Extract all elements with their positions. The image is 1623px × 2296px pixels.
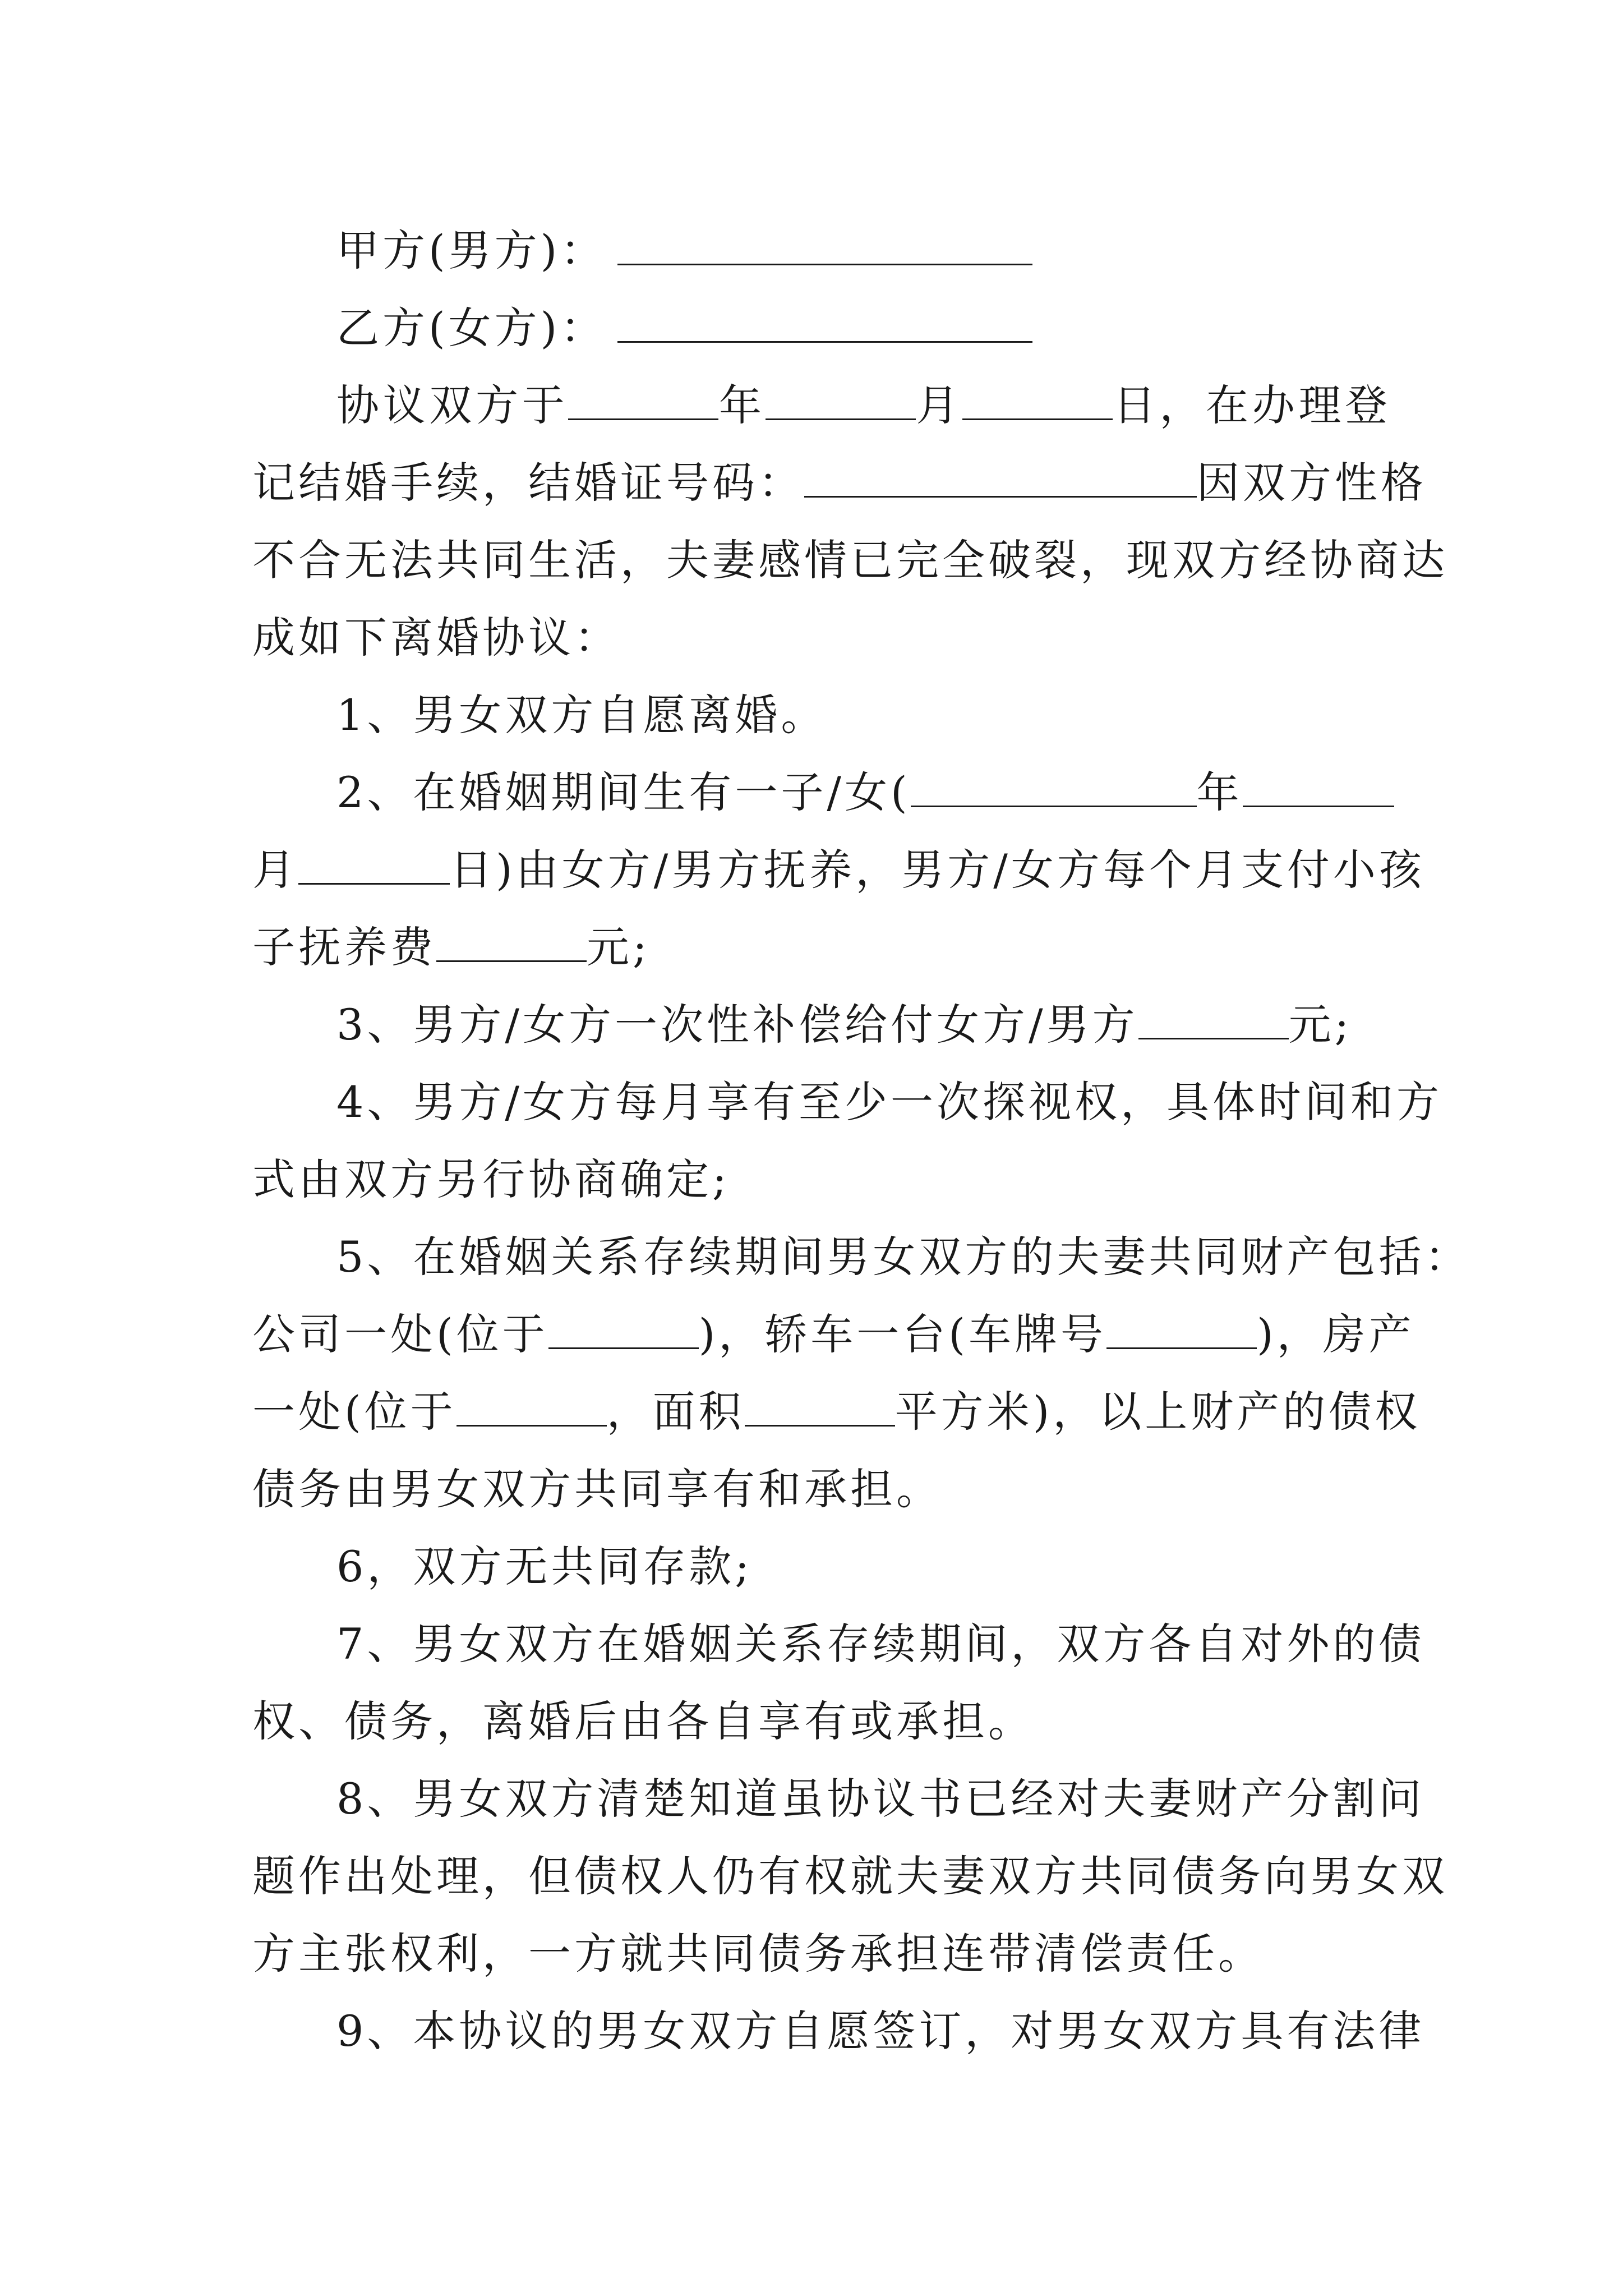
intro-text: 协议双方于 <box>336 380 569 430</box>
item-5-line-4: 债务由男女双方共同享有和承担。 <box>252 1464 942 1514</box>
item-4-line-2: 式由双方另行协商确定; <box>252 1154 730 1204</box>
party-b-label: 乙方(女方)： <box>336 303 607 353</box>
party-b-blank[interactable] <box>617 302 1032 343</box>
item-text: 3、男方/女方一次性补偿给付女方/男方 <box>336 1000 1138 1050</box>
intro-line-2 <box>252 444 1427 522</box>
item-text: 元; <box>1288 1000 1353 1050</box>
child-support-amount-blank[interactable] <box>436 921 587 962</box>
item-text: 月 <box>252 845 298 895</box>
item-4-line-1: 4、男方/女方每月享有至少一次探视权，具体时间和方 <box>336 1077 1442 1127</box>
item-text: 日)由女方/男方抚养，男方/女方每个月支付小孩 <box>450 845 1425 895</box>
plate-number-blank[interactable] <box>1106 1308 1257 1349</box>
item-text: 2、在婚姻期间生有一子/女( <box>336 767 911 817</box>
item-8-line-1: 8、男女双方清楚知道虽协议书已经对夫妻财产分割问 <box>336 1774 1425 1824</box>
child-birth-month-blank[interactable] <box>1243 766 1394 807</box>
company-location-blank[interactable] <box>548 1308 699 1349</box>
item-3 <box>252 986 1391 1064</box>
party-a-line <box>252 212 1391 289</box>
intro-line-4: 成如下离婚协议： <box>252 613 620 662</box>
item-5-line-1: 5、在婚姻关系存续期间男女双方的夫妻共同财产包括： <box>336 1232 1471 1282</box>
item-6: 6，双方无共同存款; <box>336 1542 753 1591</box>
house-area-blank[interactable] <box>745 1386 895 1427</box>
item-2-line-2 <box>252 831 1425 909</box>
item-text: 一处(位于 <box>252 1387 457 1437</box>
item-8-line-2: 题作出处理，但债权人仍有权就夫妻双方共同债务向男女双 <box>252 1851 1448 1901</box>
item-text: 公司一处(位于 <box>252 1309 548 1359</box>
item-2-line-3 <box>252 909 1391 986</box>
item-8-line-3: 方主张权利，一方就共同债务承担连带清偿责任。 <box>252 1929 1264 1978</box>
intro-text: 年 <box>718 380 766 430</box>
item-text: 元; <box>587 922 651 972</box>
item-1: 1、男女双方自愿离婚。 <box>336 690 827 740</box>
agreement-document <box>252 212 1471 2070</box>
intro-text: 日，在办理登 <box>1113 380 1391 430</box>
item-2-line-1 <box>252 754 1391 831</box>
item-text: 平方米)，以上财产的债权 <box>895 1387 1421 1437</box>
item-text: )，房产 <box>1256 1309 1415 1359</box>
house-location-blank[interactable] <box>457 1386 607 1427</box>
intro-text: 月 <box>915 380 963 430</box>
child-birth-year-blank[interactable] <box>911 766 1197 807</box>
item-7-line-2: 权、债务，离婚后由各自享有或承担。 <box>252 1696 1034 1746</box>
intro-text: 记结婚手续，结婚证号码： <box>252 458 804 508</box>
item-9-line-1: 9、本协议的男女双方自愿签订，对男女双方具有法律 <box>336 2006 1425 2056</box>
item-5-line-2 <box>252 1296 1415 1373</box>
party-a-blank[interactable] <box>617 224 1032 265</box>
party-a-label: 甲方(男方)： <box>336 226 607 275</box>
item-text: 年 <box>1196 767 1243 817</box>
marriage-day-blank[interactable] <box>962 379 1113 420</box>
marriage-year-blank[interactable] <box>568 379 718 420</box>
compensation-amount-blank[interactable] <box>1138 999 1289 1039</box>
item-text: )，轿车一台(车牌号 <box>698 1309 1106 1359</box>
intro-line-1 <box>252 367 1391 444</box>
certificate-number-blank[interactable] <box>804 457 1197 498</box>
intro-line-3: 不合无法共同生活，夫妻感情已完全破裂，现双方经协商达 <box>252 535 1448 585</box>
item-5-line-3 <box>252 1373 1421 1451</box>
intro-text: 因双方性格 <box>1197 458 1427 508</box>
item-7-line-1: 7、男女双方在婚姻关系存续期间，双方各自对外的债 <box>336 1619 1425 1669</box>
party-b-line <box>252 289 1391 367</box>
marriage-month-blank[interactable] <box>766 379 916 420</box>
item-text: ，面积 <box>606 1387 745 1437</box>
item-text: 子抚养费 <box>252 922 436 972</box>
child-birth-day-blank[interactable] <box>298 844 450 885</box>
